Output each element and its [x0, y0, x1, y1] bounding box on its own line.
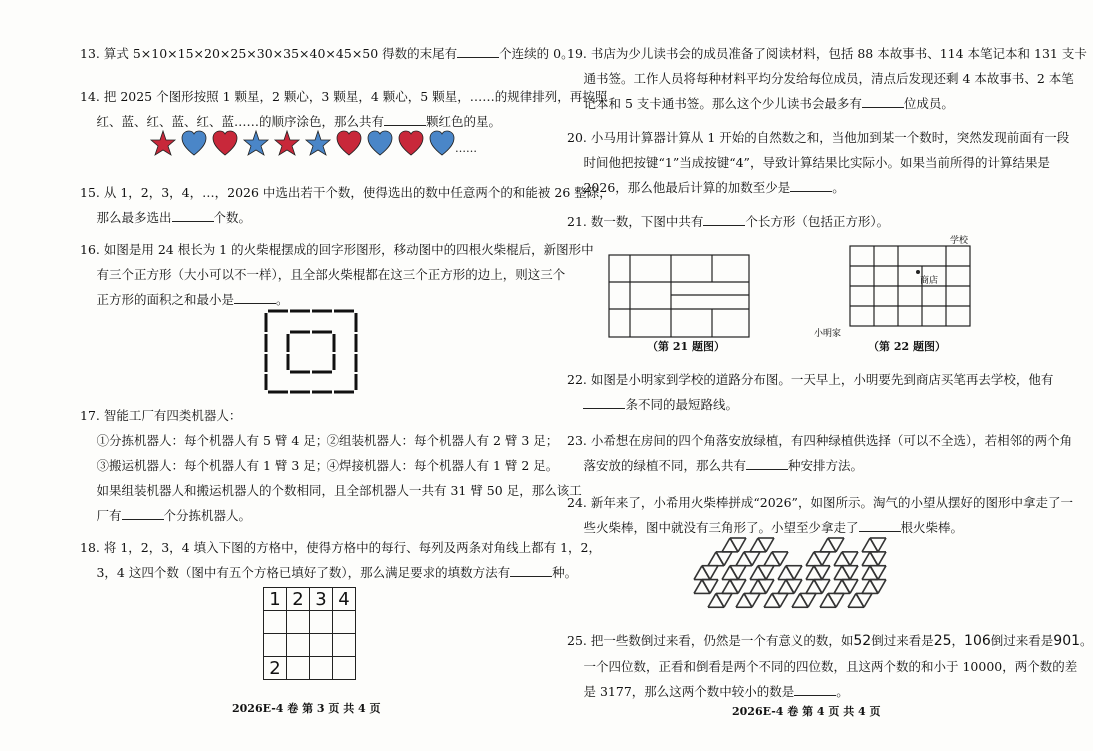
- matchstick: [766, 566, 774, 580]
- answer-blank[interactable]: [794, 682, 836, 696]
- question-19: 19. 书店为少儿读书会的成员准备了阅读材料，包括 88 本故事书、114 本笔记本和 131 支卡 通书签。工作人员将每种材料平均分发给每位成员，清点后发现还剩 4 本故事书、2 本笔 记本和 5 支卡通书签。那么这个少儿读书会最多有 位成员。: [567, 46, 1087, 111]
- matchstick: [694, 580, 702, 594]
- matchstick: [750, 538, 758, 552]
- matchstick: [766, 580, 774, 594]
- question-16: 16. 如图是用 24 根长为 1 的火柴棍摆成的回字形图形，移动图中的四根火柴棍后，新图形中 有三个正方形（大小可以不一样），且全部火柴棍都在这三个正方形的边上，则这三个 正方形的面积之和最小是 。: [80, 242, 594, 307]
- answer-blank[interactable]: [790, 178, 832, 192]
- matchstick: [806, 580, 814, 594]
- handwritten-number: 52: [853, 633, 872, 649]
- star-icon: [306, 131, 330, 155]
- answer-blank[interactable]: [859, 518, 901, 532]
- matchstick: [870, 538, 878, 552]
- answer-blank[interactable]: [384, 112, 426, 126]
- grid-cell[interactable]: [287, 611, 310, 634]
- matchstick: [772, 552, 780, 566]
- question-20: 20. 小马用计算器计算从 1 开始的自然数之和，当他加到某一个数时，突然发现前面有一段 时间他把按键“1”当成按键“4”，导致计算结果比实际小。如果当前所得的计算结果是 2026，那么他最后计算的加数至少是 。: [567, 130, 1070, 195]
- matchstick: [862, 552, 870, 566]
- matchstick: [842, 580, 850, 594]
- matchstick: [822, 580, 830, 594]
- figure-22-caption: （第 22 题图）: [868, 340, 946, 353]
- matchstick: [766, 538, 774, 552]
- question-17: 17. 智能工厂有四类机器人： ①分拣机器人：每个机器人有 5 臂 4 足；②组装机器人：每个机器人有 2 臂 3 足； ③搬运机器人：每个机器人有 1 臂 3 足；④焊接机器人：每个机器人有 1 臂 2 足。 如果组装机器人和搬运机器人的个数相同，且全部机器人一共有 31 臂 50 足，那么该工 厂有 个分拣机器人。: [80, 408, 582, 523]
- matchstick: [764, 552, 772, 566]
- question-24: 24. 新年来了，小希用火柴棒拼成“2026”，如图所示。淘气的小望从摆好的图形中拿走了一 些火柴棒，图中就没有三角形了。小望至少拿走了 根火柴棒。: [567, 495, 1073, 535]
- matchstick: [836, 538, 844, 552]
- grid-cell[interactable]: [310, 634, 333, 657]
- matchstick: [730, 566, 738, 580]
- matchstick: [708, 593, 716, 607]
- matchstick: [702, 566, 710, 580]
- matchstick: [806, 552, 814, 566]
- matchstick: [870, 580, 878, 594]
- matchstick: [764, 593, 772, 607]
- matchstick: [752, 593, 760, 607]
- road-map-figure: [812, 232, 984, 342]
- matchstick: [786, 566, 794, 580]
- matchstick: [722, 538, 730, 552]
- matchstick: [864, 593, 872, 607]
- question-25: 25. 把一些数倒过来看，仍然是一个有意义的数，如52倒过来看是25，106倒过来看是901。 一个四位数，正看和倒看是两个不同的四位数，且这两个数的和小于 10000，两个数的差 是 3177，那么这两个数中较小的数是 。: [567, 633, 1093, 699]
- matchstick: [736, 593, 744, 607]
- matchstick: [834, 566, 842, 580]
- page-footer-left: 2026E-4 卷 第 3 页 共 4 页: [232, 702, 381, 715]
- figure-21-caption: （第 21 题图）: [647, 340, 725, 353]
- heart-icon: [337, 131, 361, 155]
- matchstick: [794, 580, 802, 594]
- matchstick: [758, 538, 766, 552]
- answer-blank[interactable]: [862, 94, 904, 108]
- matchstick: [862, 538, 870, 552]
- matchstick: [772, 593, 780, 607]
- question-21: 21. 数一数，下图中共有 个长方形（包括正方形）。: [567, 214, 890, 229]
- grid-cell[interactable]: [264, 634, 287, 657]
- grid-cell[interactable]: [333, 611, 356, 634]
- matchstick: [750, 580, 758, 594]
- matchstick: [780, 593, 788, 607]
- matchstick: [850, 552, 858, 566]
- handwritten-number: 901: [1053, 633, 1081, 649]
- grid-cell[interactable]: [287, 634, 310, 657]
- matchstick: [870, 566, 878, 580]
- question-14: 14. 把 2025 个图形按照 1 颗星，2 颗心，3 颗星，4 颗心，5 颗星，……的规律排列，再按照 红、蓝、红、蓝、红、蓝……的顺序涂色，那么共有 颗红色的星。: [80, 89, 608, 129]
- grid-cell[interactable]: 2: [264, 657, 287, 680]
- grid-cell[interactable]: 1: [264, 588, 287, 611]
- grid-cell[interactable]: 4: [333, 588, 356, 611]
- star-icon: [275, 131, 299, 155]
- matchstick: [710, 580, 718, 594]
- matchstick: [862, 580, 870, 594]
- answer-blank[interactable]: [583, 395, 625, 409]
- matchstick: [724, 593, 732, 607]
- matchstick: [778, 566, 786, 580]
- matchstick: [842, 552, 850, 566]
- handwritten-number: 25: [933, 633, 952, 649]
- question-18: 18. 将 1，2，3，4 填入下图的方格中，使得方格中的每行、每列及两条对角线上都有 1，2， 3，4 这四个数（图中有五个方格已填好了数），那么满足要求的填数方法有 种。: [80, 540, 601, 580]
- matchstick: [722, 566, 730, 580]
- matchstick: [792, 593, 800, 607]
- grid-row: [264, 611, 356, 634]
- matchstick: [834, 580, 842, 594]
- matchstick: [828, 593, 836, 607]
- matchstick: [722, 580, 730, 594]
- matchstick: [814, 566, 822, 580]
- matchstick-2026-figure: [690, 535, 910, 625]
- matchstick: [744, 552, 752, 566]
- matchstick: [870, 552, 878, 566]
- answer-blank[interactable]: [703, 212, 745, 226]
- answer-blank[interactable]: [510, 563, 552, 577]
- matchstick: [730, 538, 738, 552]
- grid-cell[interactable]: [333, 657, 356, 680]
- matchstick: [806, 566, 814, 580]
- matchstick: [822, 552, 830, 566]
- matchstick: [878, 538, 886, 552]
- answer-blank[interactable]: [746, 456, 788, 470]
- matchstick: [738, 538, 746, 552]
- matchstick: [758, 566, 766, 580]
- shop-label: 商店: [920, 276, 939, 286]
- matchstick: [814, 552, 822, 566]
- answer-blank[interactable]: [172, 208, 214, 222]
- matchstick: [794, 566, 802, 580]
- matchstick: [848, 593, 856, 607]
- matchstick: [724, 552, 732, 566]
- grid-cell[interactable]: [333, 634, 356, 657]
- matchstick: [800, 593, 808, 607]
- matchstick: [730, 580, 738, 594]
- matchstick: [752, 552, 760, 566]
- matchstick: [878, 566, 886, 580]
- grid-row: [264, 657, 356, 680]
- matchstick: [822, 566, 830, 580]
- answer-blank[interactable]: [457, 44, 499, 58]
- page-footer-right: 2026E-4 卷 第 4 页 共 4 页: [732, 705, 881, 718]
- matchstick: [716, 593, 724, 607]
- school-label: 学校: [950, 236, 969, 246]
- matchstick: [736, 552, 744, 566]
- heart-icon: [368, 131, 392, 155]
- rectangle-count-figure: [608, 254, 750, 338]
- matchstick: [744, 593, 752, 607]
- matchstick: [778, 580, 786, 594]
- matchstick: [738, 566, 746, 580]
- matchstick-square-figure: [262, 305, 360, 398]
- matchstick: [694, 566, 702, 580]
- grid-row: [264, 588, 356, 611]
- question-23: 23. 小希想在房间的四个角落安放绿植，有四种绿植供选择（可以不全选），若相邻的两个角 落安放的绿植不同，那么共有 种安排方法。: [567, 433, 1073, 473]
- matchstick: [820, 538, 828, 552]
- matchstick: [758, 580, 766, 594]
- matchstick: [814, 580, 822, 594]
- matchstick: [856, 593, 864, 607]
- matchstick: [834, 552, 842, 566]
- grid-cell[interactable]: 3: [310, 588, 333, 611]
- question-22: 22. 如图是小明家到学校的道路分布图。一天早上，小明要先到商店买笔再去学校，他有 条不同的最短路线。: [567, 372, 1054, 412]
- grid-row: [264, 634, 356, 657]
- matchstick: [878, 552, 886, 566]
- matchstick: [738, 580, 746, 594]
- grid-cell[interactable]: [264, 611, 287, 634]
- star-icon: [151, 131, 175, 155]
- matchstick: [702, 580, 710, 594]
- star-icon: [244, 131, 268, 155]
- home-label: 小明家: [814, 329, 842, 339]
- matchstick: [808, 593, 816, 607]
- matchstick: [716, 552, 724, 566]
- heart-icon: [213, 131, 237, 155]
- heart-icon: [430, 131, 454, 155]
- matchstick: [710, 566, 718, 580]
- grid-cell[interactable]: 2: [287, 588, 310, 611]
- number-grid: [263, 587, 356, 680]
- shop-marker: [916, 270, 920, 274]
- star-heart-sequence: [150, 128, 490, 158]
- handwritten-number: 106: [964, 633, 991, 649]
- grid-cell[interactable]: [310, 657, 333, 680]
- question-15: 15. 从 1，2，3，4，…，2026 中选出若干个数，使得选出的数中任意两个的和能被 26 整除， 那么最多选出 个数。: [80, 185, 612, 225]
- grid-cell[interactable]: [310, 611, 333, 634]
- matchstick: [836, 593, 844, 607]
- matchstick: [878, 580, 886, 594]
- question-13: 13. 算式 5×10×15×20×25×30×35×40×45×50 得数的末尾有 个连续的 0。: [80, 46, 574, 61]
- answer-blank[interactable]: [234, 290, 276, 304]
- matchstick: [708, 552, 716, 566]
- answer-blank[interactable]: [122, 506, 164, 520]
- grid-cell[interactable]: [287, 657, 310, 680]
- matchstick: [850, 580, 858, 594]
- matchstick: [828, 538, 836, 552]
- matchstick: [850, 566, 858, 580]
- matchstick: [780, 552, 788, 566]
- matchstick: [786, 580, 794, 594]
- matchstick: [820, 593, 828, 607]
- matchstick: [842, 566, 850, 580]
- matchstick: [862, 566, 870, 580]
- heart-icon: [399, 131, 423, 155]
- sequence-ellipsis: ……: [455, 142, 477, 155]
- heart-icon: [182, 131, 206, 155]
- matchstick: [750, 566, 758, 580]
